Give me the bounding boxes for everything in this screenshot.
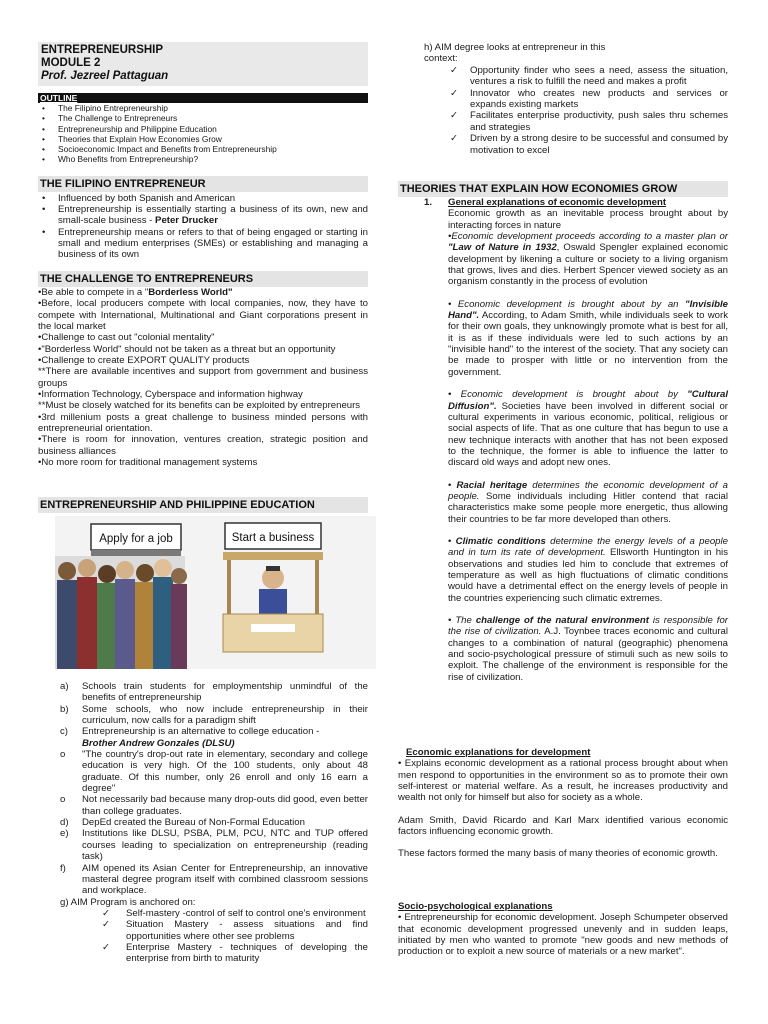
challenge-line: •"Borderless World" should not be taken as a threat but an opportunity	[38, 343, 336, 355]
economic-p2: Adam Smith, David Ricardo and Karl Marx identified various economic factors influencing economic growth.	[398, 814, 728, 838]
education-heading: ENTREPRENEURSHIP AND PHILIPPINE EDUCATION	[38, 497, 368, 513]
course-title: ENTREPRENEURSHIP	[41, 44, 164, 56]
title-box	[38, 42, 368, 86]
challenge-line: •3rd millenium posts a great challenge to business minded persons with entrepreneurial orientation.	[38, 411, 368, 435]
theories-heading: THEORIES THAT EXPLAIN HOW ECONOMIES GROW	[398, 181, 728, 197]
challenge-line: •There is room for innovation, ventures creation, strategic position and business alliances	[38, 434, 368, 457]
aim-anchor-item: ✓ Enterprise Mastery - techniques of developing the enterprise from birth to maturity	[102, 941, 368, 965]
filipino-item: • Influenced by both Spanish and American	[38, 193, 368, 204]
economic-p1: • Explains economic development as a rational process brought about when men respond to opportunities in the environment so as to promote their own self-interest or material welfare. As a result, he increases productivity and wealth not only for himself but also for society as a whole.	[398, 758, 728, 804]
apply-sign-text: Apply for a job	[99, 533, 173, 545]
outline-item: • The Filipino Entrepreneurship	[38, 103, 368, 113]
theory-p2: •Economic development proceeds according to a master plan or "Law of Nature in 1932, Oswald Spengler explained economic development by likening a culture or society to a living organism that grows, lives and dies. Herbert Spencer viewed society as an organism constantly in the process of evolution	[448, 231, 728, 288]
theory-racial-heritage: • Racial heritage determines the economic development of a people. Some individuals including Hitler contend that racial characteristics make some people more energetic, thus allowing their countries to be far more developed than others.	[448, 479, 728, 525]
outline-item: • Theories that Explain How Economies Grow	[38, 134, 368, 144]
challenge-line: •Challenge to create EXPORT QUALITY products	[38, 355, 250, 367]
challenge-line: •Challenge to cast out "colonial mentality"	[38, 332, 215, 344]
filipino-item: • Entrepreneurship is essentially starting a business of its own, new and small-scale business - Peter Drucker	[38, 204, 368, 226]
outline-list	[38, 103, 368, 165]
business-sign-text: Start a business	[231, 532, 315, 544]
socio-heading: Socio-psychological explanations	[398, 901, 553, 912]
challenge-line: **Must be closely watched for its benefits can be exploited by entrepreneurs	[38, 400, 361, 412]
outline-item: • Socioeconomic Impact and Benefits from Entrepreneurship	[38, 144, 368, 154]
edu-item-e: e) Institutions like DLSU, PSBA, PLM, PCU, NTC and TUP offered courses leading to specialization on entrepreneurship (reading task)	[60, 828, 368, 863]
edu-item-g: g) AIM Program is anchored on:	[60, 896, 196, 908]
illustration-svg	[55, 516, 376, 669]
filipino-heading: THE FILIPINO ENTREPRENEUR	[38, 176, 368, 192]
socio-section	[398, 901, 728, 958]
filipino-list	[38, 193, 368, 260]
aim-context-item: ✓ Facilitates enterprise productivity, push sales thru schemes and strategies	[450, 110, 728, 133]
edu-item-b: b) Some schools, who now include entrepreneurship in their curriculum, now calls for a paradigm shift	[60, 703, 368, 727]
aim-anchor-item: ✓ Situation Mastery - assess situations and find opportunities where other see problems	[102, 919, 368, 942]
edu-item-f: f) AIM opened its Asian Center for Entrepreneurship, an innovative masteral degree program itself with combined classroom sessions and workplace.	[60, 862, 368, 897]
edu-item-o1: o "The country's drop-out rate in elementary, secondary and college education is very high. Of the 100 students, only about 48 graduate. Of this number, only 26 enroll and only 16 earn a degree"	[60, 749, 368, 795]
challenge-body	[38, 287, 368, 469]
edu-item-d: d) DepEd created the Bureau of Non-Formal Education	[60, 817, 305, 829]
filipino-item: • Entrepreneurship means or refers to that of being engaged or starting in small and medium enterprises (SMEs) or establishing and managing a business of its own	[38, 227, 368, 261]
outline-item: • Entrepreneurship and Philippine Education	[38, 124, 368, 134]
challenge-line: **There are available incentives and support from government and business groups	[38, 366, 368, 389]
education-list	[38, 681, 368, 965]
challenge-line: •No more room for traditional management systems	[38, 457, 258, 469]
theory-invisible-hand: • Economic development is brought about by an "Invisible Hand". According, to Adam Smith, while individuals seek to work for their own goals, they unknowingly promote what is best for all, it is as if these individuals were led to such actions by an "invisible hand" to the interest of the society. That any society can be made to prosper with little or no intervention from the government.	[448, 298, 728, 378]
outline-item: • The Challenge to Entrepreneurs	[38, 113, 368, 123]
edu-item-c: c) Entrepreneurship is an alternative to college education - Brother Andrew Gonzales (DLSU)	[60, 726, 320, 749]
theory-cultural-diffusion: • Economic development is brought about by "Cultural Diffusion". Societies have been involved in different social or cultural experiments in various economic, political, religious or social aspects of life. That as one culture that has begun to use a new technique interacts with another that has not been exposed to the technique, the former is able to influence the latter to discard old ways and adopt new ones.	[448, 389, 728, 469]
aim-context	[398, 42, 728, 156]
aim-context-item: ✓ Innovator who creates new products and services or expands existing markets	[450, 87, 728, 111]
outline-item: • Who Benefits from Entrepreneurship?	[38, 154, 368, 164]
theory-subheading: 1. General explanations of economic development	[424, 197, 667, 208]
economic-heading: Economic explanations for development	[406, 747, 591, 758]
aim-context-heading: h) AIM degree looks at entrepreneur in this context:	[424, 42, 606, 65]
edu-item-a: a) Schools train students for employmentship unmindful of the benefits of entrepreneurship	[60, 681, 368, 704]
outline-heading: OUTLINE	[38, 93, 368, 103]
job-vs-business-illustration	[55, 516, 376, 669]
edu-item-o2: o Not necessarily bad because many drop-outs did good, even better than college graduates.	[60, 794, 368, 817]
challenge-line: •Be able to compete in a "Borderless World"	[38, 287, 233, 298]
theory-natural-environment: • The challenge of the natural environment is responsible for the rise of civilization. A.J. Toynbee traces economic and cultural changes to a combination of natural (geographic) phenomena and socio-psychological pressure of stimuli such as new soils to exploit. The challenge of the environment is responsible for the rise of civilization.	[448, 615, 728, 683]
aim-context-item: ✓ Driven by a strong desire to be successful and consumed by motivation to excel	[450, 133, 728, 156]
theories-body	[398, 197, 728, 683]
challenge-line: •Before, local producers compete with local companies, now, they have to compete with International, Multinational and Giant corporations present in the local market	[38, 298, 368, 333]
professor-name: Prof. Jezreel Pattaguan	[41, 70, 169, 82]
challenge-line: •Information Technology, Cyberspace and information highway	[38, 389, 303, 401]
aim-context-item: ✓ Opportunity finder who sees a need, assess the situation, ventures a risk to fulfill the need and makes a profit	[450, 64, 728, 88]
economic-p3: These factors formed the many basis of many theories of economic growth.	[398, 848, 718, 860]
job-queue-crowd	[55, 556, 187, 669]
theory-p1: Economic growth as an inevitable process brought about by interacting forces in nature	[448, 208, 728, 231]
theory-climatic: • Climatic conditions determine the energy levels of a people and in turn its rate of development. Ellsworth Huntington in his observations and studies led him to conclude that extremes of temperature as well as high fluctuations of climatic conditions would have a detrimental effect on the energy levels of people in the countries experiencing such climatic extremes.	[448, 535, 728, 604]
module-title: MODULE 2	[41, 57, 101, 69]
socio-p1: • Entrepreneurship for economic development. Joseph Schumpeter observed that economic development progressed unevenly and in sudden leaps, initiated by men who wanted to promote "new goods and new methods of production or to exploit a new source of materials or a new market".	[398, 912, 728, 958]
challenge-heading: THE CHALLENGE TO ENTREPRENEURS	[38, 271, 368, 287]
economic-section	[398, 747, 728, 860]
aim-anchor-item: ✓ Self-mastery -control of self to control one's environment	[102, 907, 366, 919]
